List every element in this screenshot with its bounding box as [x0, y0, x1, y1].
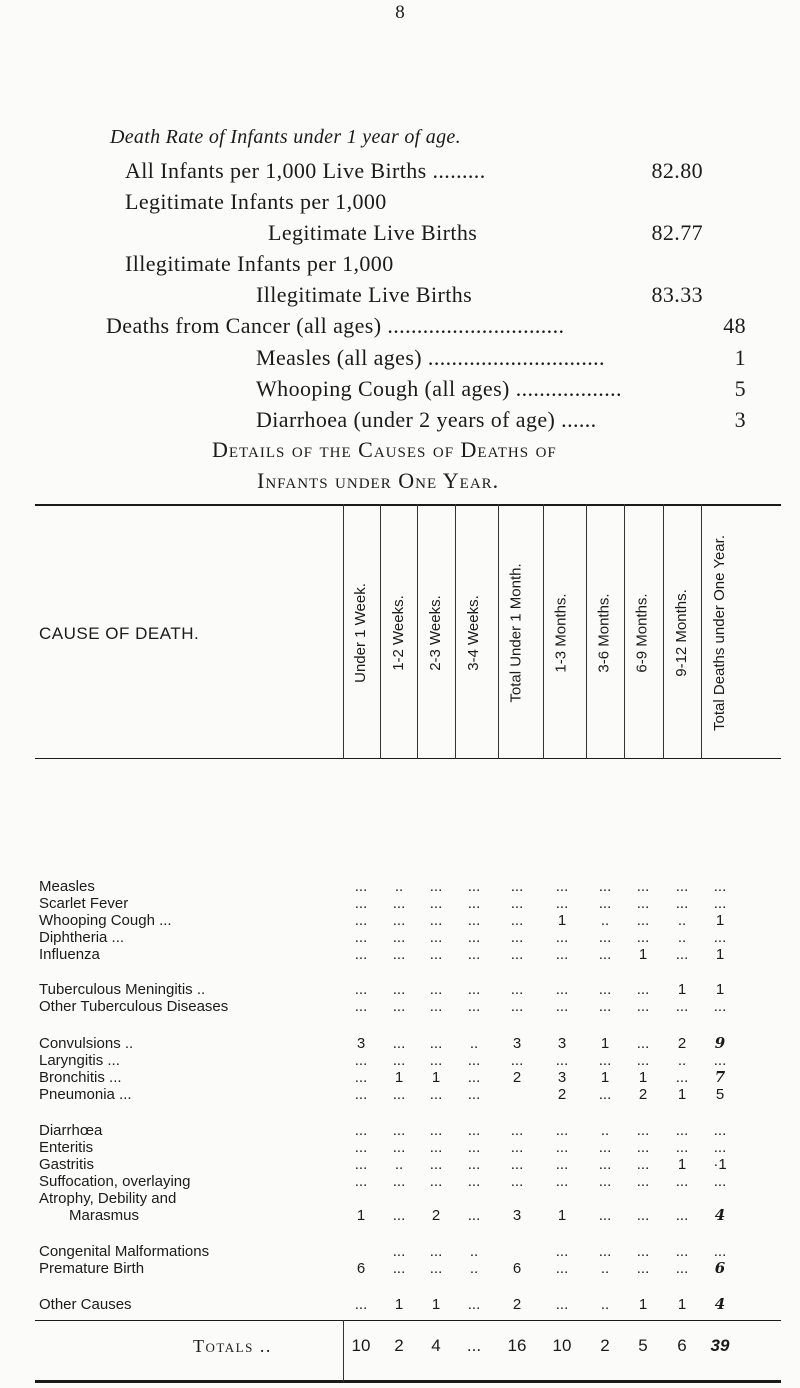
- column-header-label: Under 1 Week.: [352, 583, 369, 683]
- table-cell: ..: [600, 912, 610, 929]
- totals-cell: ...: [466, 1336, 482, 1355]
- cause-header: CAUSE OF DEATH.: [39, 624, 200, 643]
- table-cell: ...: [510, 1139, 524, 1156]
- table-cell: ...: [555, 998, 569, 1015]
- table-cell: ...: [467, 1139, 481, 1156]
- table-cell: ...: [510, 878, 524, 895]
- column-header-label: 3-6 Months.: [596, 593, 613, 673]
- cause-label: Premature Birth: [39, 1260, 145, 1277]
- totals-cell: 10: [351, 1336, 371, 1355]
- cause-label: Pneumonia ...: [39, 1086, 132, 1103]
- table-cell: ..: [469, 1243, 479, 1260]
- table-cell: ...: [467, 912, 481, 929]
- table-cell: 2: [638, 1086, 648, 1103]
- table-cell: ...: [354, 981, 368, 998]
- table-cell: ...: [598, 998, 612, 1015]
- totals-cell: 2: [600, 1336, 610, 1355]
- table-cell: ...: [467, 1207, 481, 1224]
- table-cell: ...: [510, 1156, 524, 1173]
- table-cell: ...: [392, 1086, 406, 1103]
- table-cell: ...: [354, 929, 368, 946]
- table-cell: ...: [675, 1260, 689, 1277]
- cause-label: Gastritis: [39, 1156, 95, 1173]
- table-cell: ...: [713, 878, 727, 895]
- cause-label: Measles: [39, 878, 95, 895]
- table-cell: ...: [555, 1173, 569, 1190]
- table-cell: 3: [557, 1069, 567, 1086]
- table-cell: ...: [392, 1260, 406, 1277]
- table-cell: ...: [598, 1086, 612, 1103]
- table-cell: ...: [636, 1207, 650, 1224]
- table-cell: ...: [354, 1122, 368, 1139]
- table-cell: 7: [714, 1068, 726, 1086]
- column-header-label: 9-12 Months.: [673, 589, 691, 677]
- table-cell: ..: [394, 878, 404, 895]
- table-cell: ...: [354, 1156, 368, 1173]
- totals-cell: 16: [507, 1336, 527, 1355]
- table-cell: ..: [677, 1052, 687, 1069]
- table-cell: ·1: [713, 1156, 727, 1173]
- column-divider: [417, 504, 418, 759]
- table-cell: ...: [467, 1052, 481, 1069]
- summary-leader: ..................: [509, 376, 622, 401]
- column-divider: [586, 504, 587, 759]
- cause-label: Atrophy, Debility and: [39, 1190, 177, 1207]
- table-cell: ...: [510, 998, 524, 1015]
- column-divider: [498, 504, 499, 759]
- table-cell: ..: [600, 1296, 610, 1313]
- table-cell: ...: [510, 929, 524, 946]
- table-cell: ...: [392, 895, 406, 912]
- table-cell: ...: [675, 1173, 689, 1190]
- table-cell: 3: [512, 1035, 522, 1052]
- table-cell: ...: [467, 1086, 481, 1103]
- summary-line: [256, 345, 746, 371]
- table-cell: ...: [392, 1139, 406, 1156]
- cause-label: Tuberculous Meningitis ..: [39, 981, 206, 998]
- summary-line: [256, 282, 703, 308]
- table-cell: ...: [510, 1052, 524, 1069]
- summary-label: Illegitimate Live Births: [256, 282, 473, 307]
- table-cell: ...: [392, 1207, 406, 1224]
- table-cell: ...: [392, 1173, 406, 1190]
- summary-line: [125, 251, 394, 277]
- table-cell: ...: [354, 946, 368, 963]
- table-cell: ...: [467, 946, 481, 963]
- totals-cell: 2: [394, 1336, 404, 1355]
- summary-line: [268, 220, 703, 246]
- totals-label: Totals ..: [193, 1336, 272, 1356]
- section-title-line-2: Infants under One Year.: [257, 468, 500, 493]
- table-cell: ...: [675, 946, 689, 963]
- table-cell: ...: [429, 1156, 443, 1173]
- table-cell: ...: [467, 1296, 481, 1313]
- table-cell: ...: [713, 1173, 727, 1190]
- table-cell: ...: [354, 1139, 368, 1156]
- table-cell: ...: [467, 895, 481, 912]
- table-cell: ...: [636, 912, 650, 929]
- table-cell: ...: [467, 1173, 481, 1190]
- table-cell: ...: [555, 1243, 569, 1260]
- column-header: [663, 509, 701, 757]
- table-cell: 1: [557, 1207, 567, 1224]
- causes-table: [35, 504, 781, 1388]
- table-cell: ...: [713, 998, 727, 1015]
- table-cell: 2: [677, 1035, 687, 1052]
- table-cell: ...: [392, 1243, 406, 1260]
- table-cell: ...: [429, 1122, 443, 1139]
- table-cell: ...: [429, 946, 443, 963]
- table-cell: ..: [677, 912, 687, 929]
- table-cell: ...: [429, 1260, 443, 1277]
- table-cell: ...: [392, 946, 406, 963]
- table-cell: ...: [636, 1260, 650, 1277]
- column-header-label: Total Deaths under One Year.: [711, 535, 729, 731]
- table-cell: 5: [715, 1086, 725, 1103]
- table-cell: ..: [394, 1156, 404, 1173]
- table-bottom-rule: [35, 1380, 781, 1383]
- column-divider: [380, 504, 381, 759]
- table-cell: ...: [510, 1173, 524, 1190]
- table-cell: ...: [354, 1069, 368, 1086]
- table-cell: ...: [598, 1207, 612, 1224]
- table-cell: 1: [677, 981, 687, 998]
- table-cell: 1: [600, 1035, 610, 1052]
- summary-label: Measles (all ages): [256, 345, 423, 370]
- column-header: [624, 509, 662, 757]
- table-cell: 3: [356, 1035, 366, 1052]
- table-cell: ...: [598, 929, 612, 946]
- table-cell: 1: [394, 1069, 404, 1086]
- table-cell: ...: [354, 895, 368, 912]
- cause-label: Diarrhœa: [39, 1122, 103, 1139]
- summary-value: 3: [734, 407, 746, 432]
- table-cell: ...: [598, 981, 612, 998]
- table-cell: ...: [429, 1035, 443, 1052]
- table-cell: ...: [598, 1156, 612, 1173]
- summary-label: Legitimate Infants per 1,000: [125, 189, 387, 214]
- column-header: [586, 509, 624, 757]
- table-cell: 1: [677, 1296, 687, 1313]
- summary-leader: ..............................: [422, 345, 605, 370]
- column-divider: [663, 504, 664, 759]
- cause-label: Enteritis: [39, 1139, 94, 1156]
- column-divider: [543, 504, 544, 759]
- table-cell: ...: [429, 1173, 443, 1190]
- table-cell: ...: [555, 1139, 569, 1156]
- page-heading: Death Rate of Infants under 1 year of age.: [110, 126, 461, 148]
- summary-line: [125, 189, 387, 215]
- table-cell: ..: [600, 1122, 610, 1139]
- table-cell: 1: [715, 946, 725, 963]
- column-header: [342, 509, 380, 757]
- table-cell: ...: [467, 929, 481, 946]
- table-cell: ...: [636, 1243, 650, 1260]
- table-cell: ...: [636, 1052, 650, 1069]
- table-cell: ...: [675, 1122, 689, 1139]
- table-cell: ...: [354, 1296, 368, 1313]
- summary-label: Illegitimate Infants per 1,000: [125, 251, 394, 276]
- header-bottom-rule: [35, 758, 781, 759]
- cause-label: Diphtheria ...: [39, 929, 125, 946]
- column-header-label: Total Under 1 Month.: [508, 563, 525, 703]
- totals-cell: 39: [710, 1336, 730, 1355]
- column-header-label: 1-2 Weeks.: [390, 595, 407, 671]
- table-cell: ...: [675, 1207, 689, 1224]
- table-cell: ...: [354, 998, 368, 1015]
- table-cell: ...: [555, 895, 569, 912]
- table-cell: ...: [467, 998, 481, 1015]
- table-cell: ...: [392, 912, 406, 929]
- column-header: [455, 509, 493, 757]
- totals-cell: 6: [677, 1336, 687, 1355]
- table-cell: ...: [598, 895, 612, 912]
- column-divider: [701, 504, 702, 759]
- table-cell: ...: [675, 895, 689, 912]
- table-cell: ...: [713, 1052, 727, 1069]
- cause-label: Other Causes: [39, 1296, 132, 1313]
- table-cell: ...: [429, 929, 443, 946]
- table-cell: 3: [557, 1035, 567, 1052]
- summary-leader: ......: [555, 407, 597, 432]
- table-cell: ...: [675, 878, 689, 895]
- cause-label: Suffocation, overlaying: [39, 1173, 191, 1190]
- cause-label: Laryngitis ...: [39, 1052, 120, 1069]
- column-header-label: 6-9 Months.: [634, 593, 651, 673]
- table-cell: ...: [510, 1122, 524, 1139]
- table-cell: ...: [429, 1243, 443, 1260]
- totals-cell: 10: [552, 1336, 572, 1355]
- table-cell: ..: [469, 1035, 479, 1052]
- totals-cell: 5: [638, 1336, 648, 1355]
- cause-label: Convulsions ..: [39, 1035, 134, 1052]
- table-cell: ...: [467, 1122, 481, 1139]
- summary-line: [106, 313, 746, 339]
- table-cell: ...: [713, 1243, 727, 1260]
- table-cell: ...: [636, 981, 650, 998]
- table-cell: ...: [354, 912, 368, 929]
- table-cell: ...: [392, 981, 406, 998]
- totals-cell: 4: [431, 1336, 441, 1355]
- cause-label: Other Tuberculous Diseases: [39, 998, 229, 1015]
- table-cell: ...: [429, 895, 443, 912]
- table-cell: 4: [714, 1206, 726, 1224]
- table-cell: ...: [429, 981, 443, 998]
- table-cell: ...: [598, 1052, 612, 1069]
- table-cell: 1: [394, 1296, 404, 1313]
- table-cell: ...: [555, 878, 569, 895]
- page-number: 8: [395, 2, 405, 23]
- table-cell: ...: [555, 1052, 569, 1069]
- totals-top-rule: [35, 1320, 781, 1321]
- summary-value: 83.33: [651, 282, 703, 307]
- cause-label: Marasmus: [69, 1207, 140, 1224]
- table-cell: ...: [510, 912, 524, 929]
- summary-label: Deaths from Cancer (all ages): [106, 313, 382, 338]
- summary-label: Legitimate Live Births: [268, 220, 478, 245]
- column-header-label: 2-3 Weeks.: [427, 595, 444, 671]
- cause-label: Scarlet Fever: [39, 895, 129, 912]
- table-cell: ...: [675, 998, 689, 1015]
- table-cell: ...: [467, 1156, 481, 1173]
- cause-label: Congenital Malformations: [39, 1243, 210, 1260]
- table-cell: ...: [429, 912, 443, 929]
- table-cell: ...: [555, 1260, 569, 1277]
- summary-label: Diarrhoea (under 2 years of age): [256, 407, 556, 432]
- table-cell: ...: [675, 1069, 689, 1086]
- summary-label: Whooping Cough (all ages): [256, 376, 510, 401]
- table-cell: ...: [713, 1122, 727, 1139]
- table-cell: 1: [600, 1069, 610, 1086]
- table-cell: 6: [512, 1260, 522, 1277]
- table-cell: ...: [392, 1035, 406, 1052]
- table-cell: ...: [555, 981, 569, 998]
- table-cell: ...: [392, 1122, 406, 1139]
- table-cell: ...: [675, 1243, 689, 1260]
- table-cell: 6: [714, 1259, 726, 1277]
- summary-value: 82.80: [651, 158, 703, 183]
- summary-leader: .........: [426, 158, 486, 183]
- cause-label: Influenza: [39, 946, 100, 963]
- table-cell: ...: [429, 1052, 443, 1069]
- table-cell: 1: [677, 1156, 687, 1173]
- table-cell: ...: [555, 1296, 569, 1313]
- column-header-label: 1-3 Months.: [553, 593, 570, 673]
- column-header: [543, 509, 581, 757]
- table-cell: ...: [598, 1139, 612, 1156]
- table-cell: ...: [467, 981, 481, 998]
- table-cell: 1: [677, 1086, 687, 1103]
- table-cell: ...: [713, 895, 727, 912]
- table-cell: 1: [715, 981, 725, 998]
- column-header: [417, 509, 455, 757]
- table-top-rule: [35, 504, 781, 506]
- summary-label: All Infants per 1,000 Live Births: [125, 158, 427, 183]
- table-cell: ...: [429, 1086, 443, 1103]
- column-header: [380, 509, 418, 757]
- table-cell: ...: [354, 1173, 368, 1190]
- table-cell: 1: [431, 1296, 441, 1313]
- table-cell: 6: [356, 1260, 366, 1277]
- cause-label: Bronchitis ...: [39, 1069, 122, 1086]
- table-cell: ...: [392, 998, 406, 1015]
- table-cell: ...: [510, 895, 524, 912]
- table-cell: ...: [555, 946, 569, 963]
- table-cell: ..: [469, 1260, 479, 1277]
- summary-line: [256, 407, 746, 433]
- table-cell: ...: [354, 878, 368, 895]
- table-cell: ...: [555, 929, 569, 946]
- table-cell: ...: [392, 929, 406, 946]
- table-cell: ...: [354, 1086, 368, 1103]
- section-title-line-1: Details of the Causes of Deaths of: [212, 437, 557, 462]
- table-cell: 1: [638, 1296, 648, 1313]
- cause-label: Whooping Cough ...: [39, 912, 172, 929]
- table-cell: 1: [431, 1069, 441, 1086]
- table-cell: ...: [713, 1139, 727, 1156]
- table-cell: ...: [510, 946, 524, 963]
- table-cell: ...: [598, 946, 612, 963]
- table-cell: 1: [557, 912, 567, 929]
- table-cell: ...: [636, 1139, 650, 1156]
- summary-line: [256, 376, 746, 402]
- table-cell: ...: [429, 878, 443, 895]
- table-cell: ...: [598, 1173, 612, 1190]
- table-cell: ...: [636, 1156, 650, 1173]
- table-cell: ...: [636, 929, 650, 946]
- summary-value: 82.77: [651, 220, 703, 245]
- table-cell: ...: [636, 1173, 650, 1190]
- table-cell: 2: [431, 1207, 441, 1224]
- table-cell: ...: [429, 998, 443, 1015]
- table-cell: ..: [600, 1260, 610, 1277]
- table-cell: ...: [636, 895, 650, 912]
- table-cell: ...: [598, 878, 612, 895]
- table-cell: ...: [354, 1052, 368, 1069]
- table-cell: ...: [675, 1139, 689, 1156]
- column-header: [498, 509, 536, 757]
- table-cell: ...: [392, 1052, 406, 1069]
- table-cell: ...: [467, 1069, 481, 1086]
- column-divider: [455, 504, 456, 759]
- table-cell: ...: [555, 1122, 569, 1139]
- summary-leader: ..............................: [381, 313, 565, 338]
- table-cell: ...: [636, 998, 650, 1015]
- summary-value: 48: [723, 313, 746, 338]
- table-cell: ...: [429, 1139, 443, 1156]
- table-cell: 9: [714, 1034, 726, 1052]
- table-cell: ...: [636, 878, 650, 895]
- table-cell: 2: [512, 1069, 522, 1086]
- table-cell: 1: [638, 1069, 648, 1086]
- table-cell: ...: [555, 1156, 569, 1173]
- table-cell: ..: [677, 929, 687, 946]
- table-cell: ...: [636, 1122, 650, 1139]
- summary-value: 5: [734, 376, 746, 401]
- table-cell: 1: [638, 946, 648, 963]
- column-header-label: 3-4 Weeks.: [465, 595, 482, 671]
- column-header: [701, 509, 739, 757]
- table-cell: 4: [714, 1295, 726, 1313]
- summary-value: 1: [734, 345, 746, 370]
- table-cell: 3: [512, 1207, 522, 1224]
- table-cell: ...: [713, 929, 727, 946]
- table-cell: ...: [636, 1035, 650, 1052]
- summary-line: [125, 158, 703, 184]
- table-cell: 2: [512, 1296, 522, 1313]
- column-divider: [624, 504, 625, 759]
- table-cell: ...: [510, 981, 524, 998]
- table-cell: 1: [715, 912, 725, 929]
- table-cell: 2: [557, 1086, 567, 1103]
- table-cell: 1: [356, 1207, 366, 1224]
- table-cell: ...: [467, 878, 481, 895]
- table-cell: ...: [598, 1243, 612, 1260]
